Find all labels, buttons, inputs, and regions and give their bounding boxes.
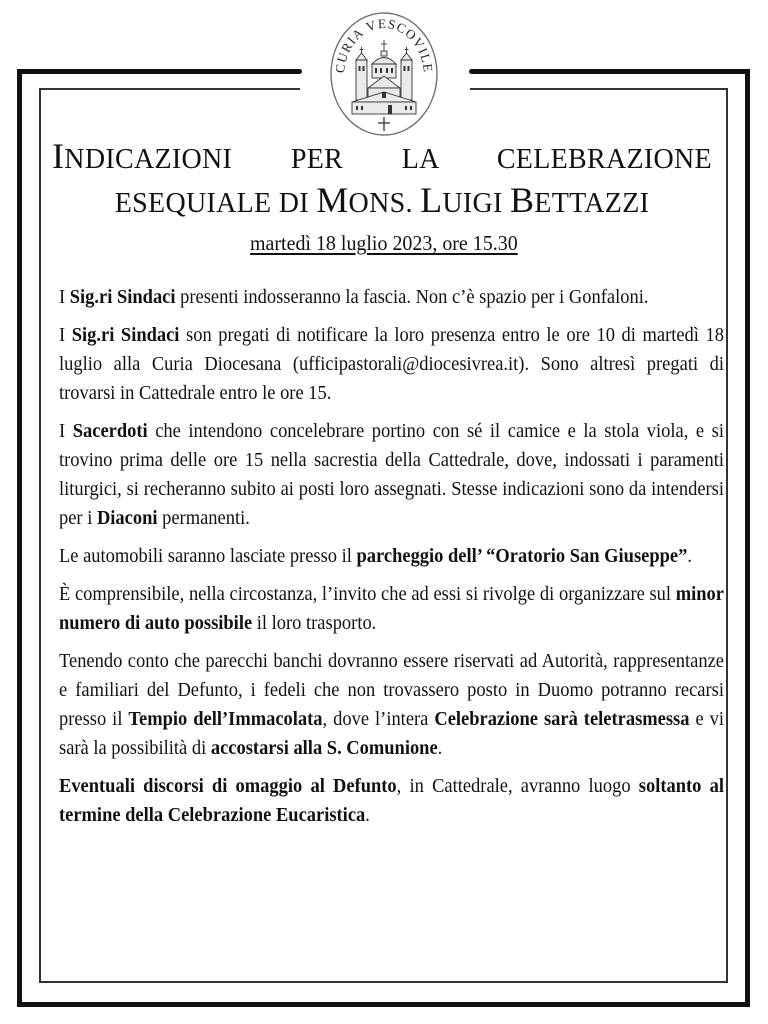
paragraph xyxy=(59,772,724,830)
paragraph xyxy=(59,542,724,571)
bold-text: Diaconi xyxy=(96,507,158,529)
paragraph xyxy=(59,283,724,312)
title-line-1 xyxy=(52,136,712,180)
bold-text: accostarsi alla S. Comunione xyxy=(210,737,438,759)
paragraph xyxy=(59,580,724,638)
text-segment: che intendono concelebrare portino con sé il camice e la stola viola, e si trovino prima delle ore 15 nella sacrestia della Cattedrale, dove, indossati i paramenti liturgici, si recheranno subito ai posti loro assegnati. Stesse indicazioni sono da intendersi per i xyxy=(59,420,725,529)
paragraph xyxy=(59,647,724,763)
bold-text: parcheggio dell’ “Oratorio San Giuseppe” xyxy=(356,545,688,567)
title-word: LA xyxy=(401,144,439,175)
inner-frame-bottom xyxy=(39,981,728,983)
text-segment: il loro trasporto. xyxy=(252,612,377,634)
title-word: PER xyxy=(290,144,344,175)
text-segment: , in Cattedrale, avranno luogo xyxy=(396,775,639,797)
title-word: CELEBRAZIONE xyxy=(496,144,712,175)
bold-text: Sacerdoti xyxy=(72,420,148,442)
inner-frame-top-left xyxy=(39,88,300,90)
event-date xyxy=(0,229,768,257)
text-segment: . xyxy=(437,737,443,759)
bold-text: soltanto al termine della Celebrazione Eucaristica xyxy=(59,775,724,826)
text-segment: son pregati di notificare la loro presenza entro le ore 10 di martedì 18 luglio alla Curia Diocesana (ufficipastorali@diocesivrea.it). Sono altresì pregati di trovarsi in Cattedrale entro le ore 15. xyxy=(59,324,724,404)
bold-text: Eventuali discorsi di omaggio al Defunto xyxy=(59,775,397,797)
bold-text: minor numero di auto possibile xyxy=(59,583,724,634)
text-segment: Tenendo conto che parecchi banchi dovranno essere riservati ad Autorità, rappresentanze e familiari del Defunto, i fedeli che non trovassero posto in Duomo potranno recarsi presso il xyxy=(59,650,724,730)
inner-frame-right xyxy=(726,88,728,983)
text-segment: , dove l’intera xyxy=(322,708,435,730)
outer-frame-left xyxy=(17,69,22,1007)
event-date-text: martedì 18 luglio 2023, ore 15.30 xyxy=(250,231,518,255)
text-segment: e vi sarà la possibilità di xyxy=(59,708,724,759)
bold-text: Tempio dell’Immacolata xyxy=(128,708,323,730)
text-segment: I xyxy=(59,324,72,346)
inner-frame-left xyxy=(39,88,41,983)
text-segment: È comprensibile, nella circostanza, l’invito che ad essi si rivolge di organizzare sul xyxy=(59,583,676,605)
outer-frame-bottom xyxy=(17,1002,750,1007)
document-title xyxy=(52,136,712,224)
text-segment: I xyxy=(59,420,73,442)
paragraph xyxy=(59,417,724,533)
text-segment: Le automobili saranno lasciate presso il xyxy=(59,545,357,567)
title-line-2 xyxy=(52,180,712,224)
bold-text: Sig.ri Sindaci xyxy=(69,286,176,308)
title-prefix: ESEQUIALE DI xyxy=(114,188,309,219)
bold-text: Celebrazione sarà teletrasmessa xyxy=(434,708,690,730)
text-segment: I xyxy=(59,286,70,308)
outer-frame-right xyxy=(745,69,750,1007)
inner-frame-top-right xyxy=(470,88,728,90)
title-word: INDICAZIONI xyxy=(52,136,233,176)
title-name: MONS. LUIGI BETTAZZI xyxy=(316,180,650,220)
text-segment: presenti indosseranno la fascia. Non c’è spazio per i Gonfaloni. xyxy=(175,286,649,308)
text-segment: . xyxy=(687,545,692,567)
instructions-body xyxy=(59,283,724,839)
outer-frame-top-right xyxy=(469,69,750,74)
text-segment: . xyxy=(365,804,370,826)
cathedral-seal-icon xyxy=(328,10,440,138)
seal-text: CURIA VESCOVILE xyxy=(331,15,437,74)
text-segment: permanenti. xyxy=(157,507,250,529)
curia-seal-logo xyxy=(328,10,440,138)
bold-text: Sig.ri Sindaci xyxy=(71,324,180,346)
outer-frame-top-left xyxy=(17,69,302,74)
paragraph xyxy=(59,321,724,408)
